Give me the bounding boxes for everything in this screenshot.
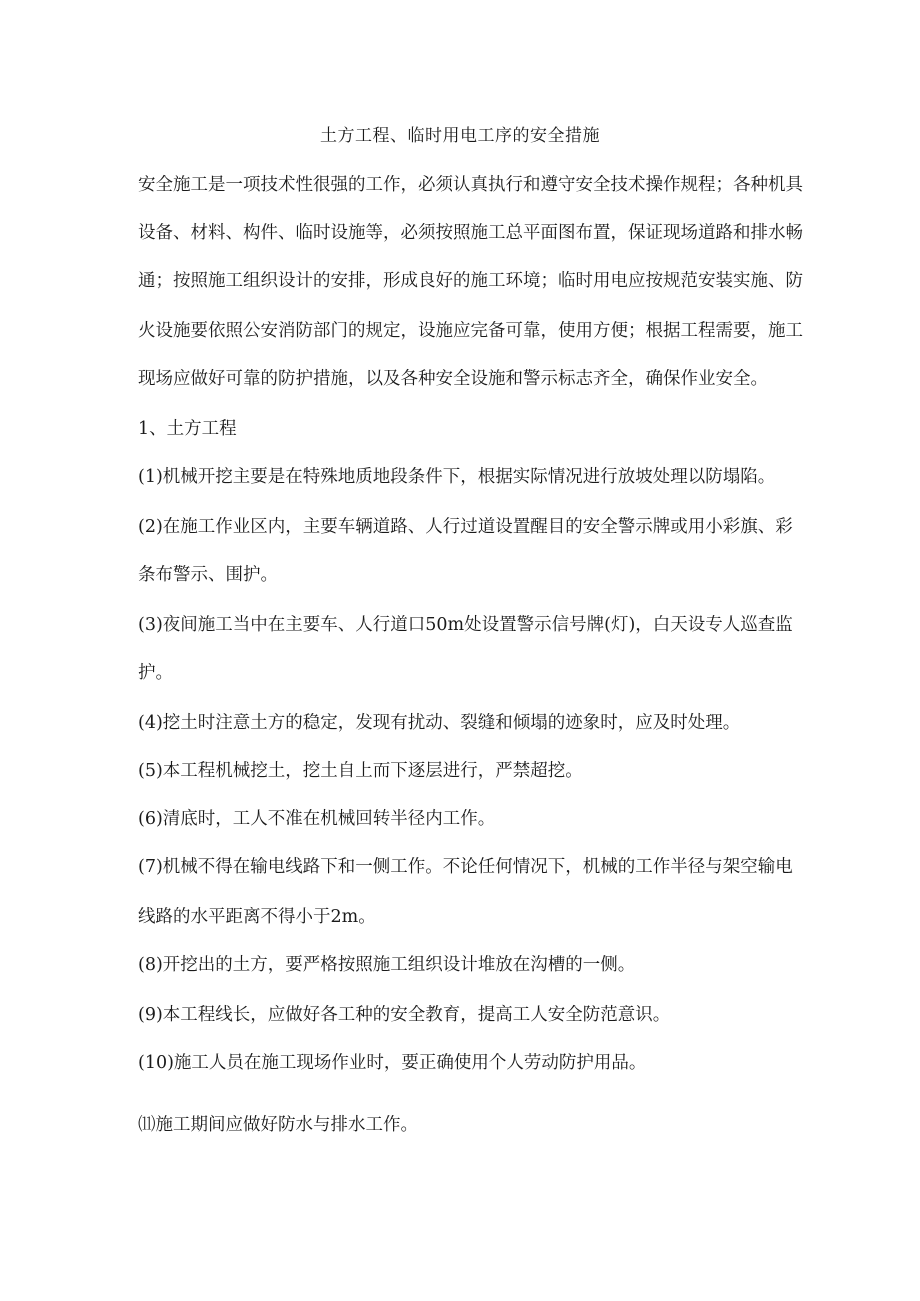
item-11: ⑾施工期间应做好防水与排水工作。	[138, 1115, 418, 1135]
item-2-line-2: 条布警示、围护。	[138, 565, 278, 585]
intro-line-4: 火设施要依照公安消防部门的规定，设施应完备可靠，使用方便；根据工程需要，施工	[138, 321, 803, 341]
document-title: 土方工程、临时用电工序的安全措施	[320, 126, 600, 146]
intro-line-1: 安全施工是一项技术性很强的工作，必须认真执行和遵守安全技术操作规程；各种机具	[138, 175, 803, 195]
item-9: (9)本工程线长，应做好各工种的安全教育，提高工人安全防范意识。	[138, 1005, 671, 1025]
item-8: (8)开挖出的土方，要严格按照施工组织设计堆放在沟槽的一侧。	[138, 955, 636, 975]
item-3-line-2: 护。	[138, 663, 173, 683]
item-1: (1)机械开挖主要是在特殊地质地段条件下，根据实际情况进行放坡处理以防塌陷。	[138, 467, 776, 487]
item-10: (10)施工人员在施工现场作业时，要正确使用个人劳动防护用品。	[138, 1053, 647, 1073]
intro-line-2: 设备、材料、构件、临时设施等，必须按照施工总平面图布置，保证现场道路和排水畅	[138, 223, 803, 243]
item-7-line-1: (7)机械不得在输电线路下和一侧工作。不论任何情况下，机械的工作半径与架空输电	[138, 857, 793, 877]
item-7-line-2: 线路的水平距离不得小于2m。	[138, 907, 376, 927]
item-4: (4)挖土时注意土方的稳定，发现有扰动、裂缝和倾塌的迹象时，应及时处理。	[138, 713, 741, 733]
item-2-line-1: (2)在施工作业区内，主要车辆道路、人行过道设置醒目的安全警示牌或用小彩旗、彩	[138, 517, 793, 537]
item-3-line-1: (3)夜间施工当中在主要车、人行道口50m处设置警示信号牌(灯)，白天设专人巡查监	[138, 615, 793, 635]
intro-line-3: 通；按照施工组织设计的安排，形成良好的施工环境；临时用电应按规范安装实施、防	[138, 271, 803, 291]
item-5: (5)本工程机械挖土，挖土自上而下逐层进行，严禁超挖。	[138, 761, 583, 781]
intro-line-5: 现场应做好可靠的防护措施，以及各种安全设施和警示标志齐全，确保作业安全。	[138, 369, 768, 389]
item-6: (6)清底时，工人不准在机械回转半径内工作。	[138, 809, 496, 829]
section-heading: 1、土方工程	[138, 419, 237, 439]
